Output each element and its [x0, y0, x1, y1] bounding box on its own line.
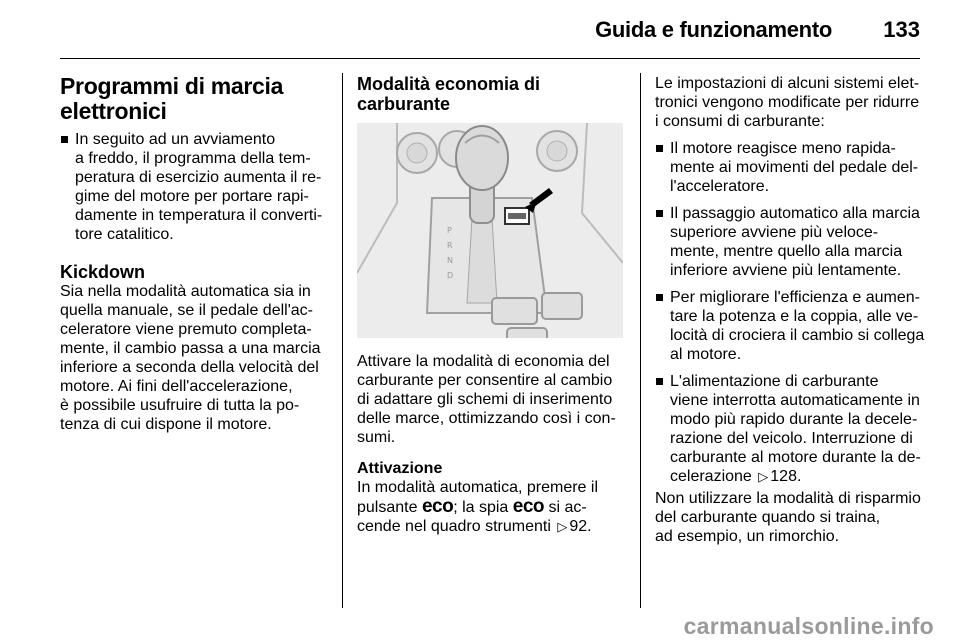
- page-number: 133: [883, 17, 920, 42]
- svg-text:R: R: [447, 241, 453, 250]
- column-divider-2: [640, 73, 641, 608]
- bullet-item: Il motore reagisce meno rapida- mente ai movimenti del pedale del- l'acceleratore.: [655, 139, 923, 196]
- kickdown-paragraph: Sia nella modalità automatica sia in quella manuale, se il pedale dell'ac- celeratore viene premuto completa- mente, il cambio passa a una marcia inferiore a seconda della velocità del motore. Ai fini dell'accelerazione, è possibile usufruire di tutta la po- tenza di cui dispone il motore.: [60, 283, 321, 433]
- page-reference: 128.: [770, 468, 802, 485]
- section-heading-kickdown: Kickdown: [60, 262, 146, 282]
- page-reference-icon: ▷: [758, 469, 769, 484]
- eco-button-symbol: eco: [421, 496, 454, 517]
- economia-paragraph: Attivare la modalità di economia del carburante per consentire al cambio di adattare gli schemi di inserimento delle marce, ottimizzando così i con- sumi.: [357, 353, 616, 446]
- header-rule: [60, 58, 920, 59]
- section-heading-programmi: Programmi di marcia elettronici: [60, 73, 284, 124]
- page-reference-icon: ▷: [557, 519, 568, 534]
- gear-shifter-drawing: [357, 123, 623, 338]
- bullet-item: In seguito ad un avviamento a freddo, il programma della tem- peratura di esercizio aumenta il re- gime del motore per portare rapi- damente in temperatura il converti- tore catalitico.: [60, 130, 330, 244]
- column-3: [655, 74, 923, 546]
- activation-paragraph: In modalità automatica, premere il pulsante eco; la spia eco si ac- cende nel quadro strumenti ▷ 92.: [357, 479, 598, 535]
- eco-indicator-symbol: eco: [512, 496, 545, 517]
- column-2: [357, 74, 627, 536]
- bullet-item: L'alimentazione di carburante viene interrotta automaticamente in modo più rapido durante la decele- razione del veicolo. Interruzione di carburante al motore durante la de- celerazione ▷ 128.: [655, 372, 923, 486]
- bullet-item: Il passaggio automatico alla marcia superiore avviene più veloce- mente, mentre quello alla marcia inferiore avviene più lentamente.: [655, 204, 923, 280]
- gear-selector-illustration: [357, 123, 623, 338]
- column-1: [60, 74, 330, 434]
- closing-paragraph: Non utilizzare la modalità di risparmio del carburante quando si traina, ad esempio, un rimorchio.: [655, 490, 921, 545]
- column-divider-1: [342, 73, 343, 608]
- page-reference: 92.: [569, 518, 592, 535]
- watermark: carmanualsonline.info: [683, 613, 934, 639]
- svg-text:D: D: [447, 271, 454, 280]
- activation-heading: Attivazione: [357, 460, 443, 477]
- section-heading-economia: Modalità economia di carburante: [357, 74, 541, 114]
- svg-text:N: N: [447, 256, 453, 265]
- svg-text:P: P: [447, 226, 452, 235]
- intro-paragraph: Le impostazioni di alcuni sistemi elet- tronici vengono modificate per ridurre i consumi di carburante:: [655, 75, 920, 130]
- header-title: Guida e funzionamento: [595, 17, 832, 42]
- bullet-item: Per migliorare l'efficienza e aumen- tare la potenza e la coppia, alle ve- locità di crociera il cambio si collega al motore.: [655, 288, 923, 364]
